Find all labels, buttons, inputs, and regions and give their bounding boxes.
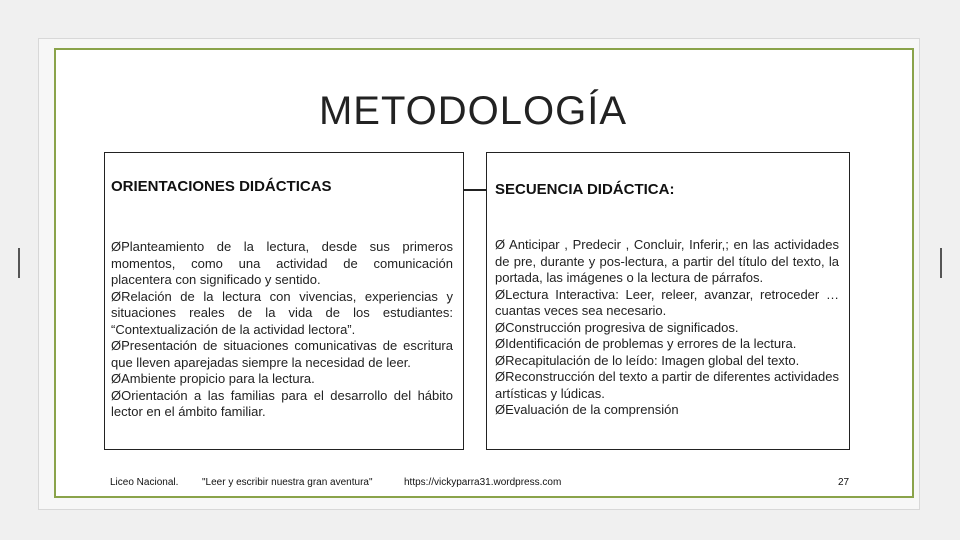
secuencia-heading: SECUENCIA DIDÁCTICA:	[495, 181, 675, 198]
orientaciones-list	[111, 239, 453, 421]
list-item: ØAmbiente propicio para la lectura.	[111, 371, 315, 386]
footer-slogan: "Leer y escribir nuestra gran aventura"	[202, 477, 373, 488]
list-item: ØConstrucción progresiva de significados.	[495, 319, 739, 335]
footer-school: Liceo Nacional.	[110, 477, 179, 488]
page-number: 27	[838, 477, 850, 488]
left-edge-mark	[18, 248, 20, 278]
list-item: ØReconstrucción del texto a partir de diferentes actividades artísticas y lúdicas.	[495, 369, 839, 401]
orientaciones-panel	[104, 152, 464, 450]
list-item: Ø Anticipar , Predecir , Concluir, Inferir,; en las actividades de pre, durante y pos-lectura, a partir del título del texto, la portada, las imágenes o la lectura de párrafos.	[495, 237, 839, 285]
list-item: ØOrientación a las familias para el desarrollo del hábito lector en el ámbito familiar.	[111, 387, 453, 419]
footer-url[interactable]: https://vickyparra31.wordpress.com	[404, 477, 562, 488]
orientaciones-heading: ORIENTACIONES DIDÁCTICAS	[111, 178, 332, 195]
right-edge-mark	[940, 248, 942, 278]
panel-connector-line	[464, 189, 486, 191]
slide-title: METODOLOGÍA	[318, 89, 628, 133]
secuencia-panel	[486, 152, 850, 450]
list-item: ØIdentificación de problemas y errores de la lectura.	[495, 336, 797, 351]
list-item: ØRelación de la lectura con vivencias, experiencias y situaciones reales de la vida de los estudiantes: “Contextualización de la actividad lectora”.	[111, 288, 453, 337]
list-item: ØRecapitulación de lo leído: Imagen global del texto.	[495, 352, 800, 368]
list-item: ØPlanteamiento de la lectura, desde sus primeros momentos, como una actividad de comunicación placentera con significado y sentido.	[111, 239, 453, 287]
list-item: ØLectura Interactiva: Leer, releer, avanzar, retroceder … cuantas veces sea necesario.	[495, 286, 839, 318]
list-item: ØEvaluación de la comprensión	[495, 402, 679, 417]
list-item: ØPresentación de situaciones comunicativas de escritura que lleven aparejadas siempre la necesidad de leer.	[111, 338, 453, 370]
secuencia-list	[495, 237, 839, 419]
